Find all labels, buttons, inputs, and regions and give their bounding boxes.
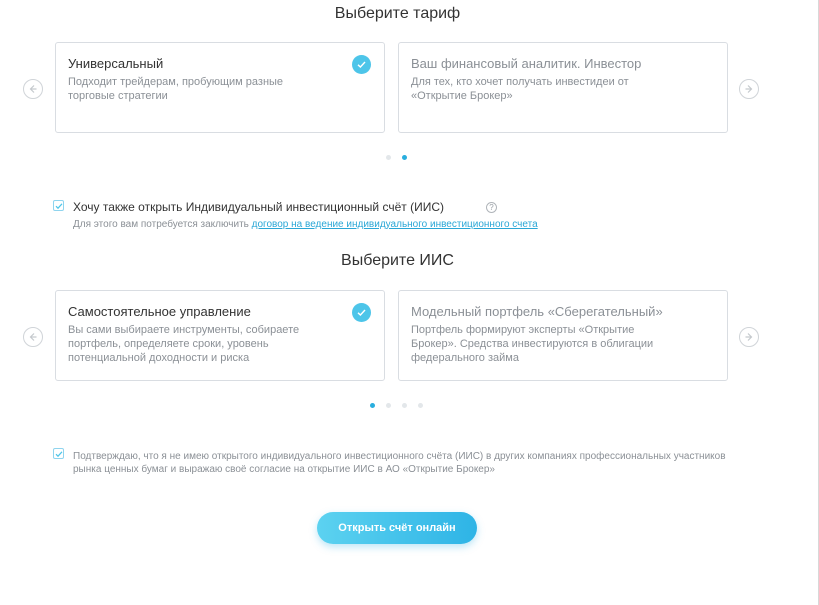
pagination-dot-active[interactable]: [402, 155, 407, 160]
iis-next-button[interactable]: [739, 327, 759, 347]
iis-pagination: [370, 403, 423, 408]
iis-prev-button[interactable]: [23, 327, 43, 347]
tariff-next-button[interactable]: [739, 79, 759, 99]
tariff-prev-button[interactable]: [23, 79, 43, 99]
pagination-dot-active[interactable]: [370, 403, 375, 408]
iis-card-title: Модельный портфель «Сберегательный»: [411, 304, 663, 319]
iis-card-description: Портфель формируют эксперты «Открытие Брокер». Средства инвестируются в облигации федерального займа: [411, 324, 654, 364]
tariff-card-title: Универсальный: [68, 56, 164, 71]
selected-check-icon: [352, 55, 371, 74]
chevron-right-icon: [744, 332, 754, 342]
iis-card-model-portfolio[interactable]: [398, 290, 728, 381]
tariff-card-title: Ваш финансовый аналитик. Инвестор: [411, 56, 642, 71]
tariff-pagination: [386, 155, 407, 160]
tariff-card-universal[interactable]: [55, 42, 385, 133]
confirm-checkbox[interactable]: [53, 448, 64, 459]
check-icon: [55, 202, 63, 210]
open-iis-checkbox[interactable]: [53, 200, 64, 211]
confirm-text: Подтверждаю, что я не имею открытого индивидуального инвестиционного счёта (ИИС) в других компаниях профессиональных участников рынка ценных бумаг и выражаю своё согласие на открытие ИИС в АО «Открытие Брокер»: [73, 451, 726, 475]
open-account-button[interactable]: Открыть счёт онлайн: [317, 512, 477, 544]
pagination-dot[interactable]: [418, 403, 423, 408]
tariff-card-investor[interactable]: [398, 42, 728, 133]
iis-heading: Выберите ИИС: [341, 252, 454, 269]
iis-card-self-managed[interactable]: [55, 290, 385, 381]
iis-agreement-link[interactable]: договор на ведение индивидуального инвестиционного счета: [251, 219, 538, 230]
tariff-heading: Выберите тариф: [334, 5, 461, 22]
pagination-dot[interactable]: [386, 403, 391, 408]
selected-check-icon: [352, 303, 371, 322]
iis-card-description: Вы сами выбираете инструменты, собираете портфель, определяете сроки, уровень потенциальной доходности и риска: [68, 324, 300, 364]
chevron-left-icon: [28, 84, 38, 94]
question-icon[interactable]: ?: [486, 202, 497, 213]
iis-note-text: Для этого вам потребуется заключить: [73, 219, 252, 230]
iis-card-title: Самостоятельное управление: [68, 304, 251, 319]
pagination-dot[interactable]: [386, 155, 391, 160]
chevron-right-icon: [744, 84, 754, 94]
iis-agreement-note: [73, 219, 538, 230]
chevron-left-icon: [28, 332, 38, 342]
open-iis-label: Хочу также открыть Индивидуальный инвестиционный счёт (ИИС): [73, 200, 444, 214]
tariff-card-description: Подходит трейдерам, пробующим разные торговые стратегии: [68, 76, 284, 102]
check-icon: [55, 450, 63, 458]
pagination-dot[interactable]: [402, 403, 407, 408]
tariff-card-description: Для тех, кто хочет получать инвестидеи от «Открытие Брокер»: [411, 76, 629, 102]
